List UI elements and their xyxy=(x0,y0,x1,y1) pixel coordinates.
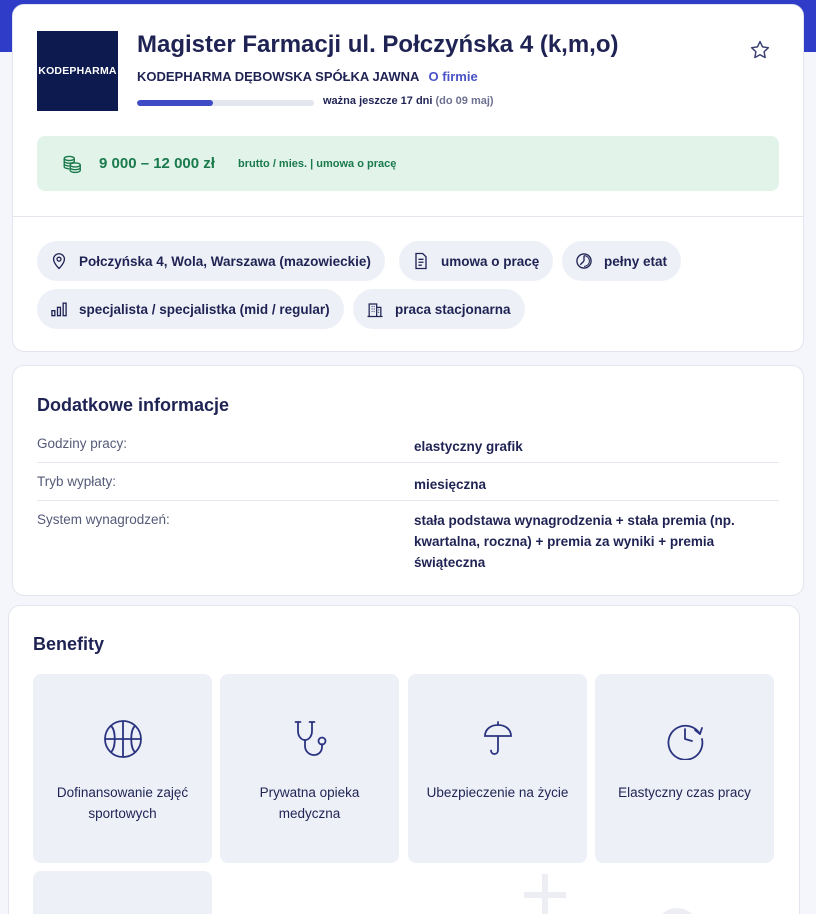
document-icon xyxy=(411,251,431,271)
chip-worktime-label: pełny etat xyxy=(604,253,668,269)
validity-info xyxy=(323,95,494,107)
flexible-time-icon xyxy=(664,718,706,760)
row-divider xyxy=(37,500,779,501)
chip-workplace[interactable] xyxy=(353,289,525,329)
info-value: miesięczna xyxy=(414,477,487,492)
chip-workplace-label: praca stacjonarna xyxy=(395,301,511,317)
coins-icon xyxy=(61,153,83,175)
info-label: Godziny pracy: xyxy=(37,436,128,451)
clock-pie-icon xyxy=(574,251,594,271)
info-value: stała podstawa wynagrodzenia + stała premia (np. kwartalna, roczna) + premia za wyniki + premia świąteczna xyxy=(414,513,735,570)
benefit-tile-flextime[interactable] xyxy=(595,674,774,863)
job-title: Magister Farmacji ul. Połczyńska 4 (k,m,o) xyxy=(137,31,619,58)
company-logo-text: KODEPHARMA xyxy=(38,65,117,77)
chip-contract[interactable] xyxy=(399,241,553,281)
building-icon xyxy=(365,299,385,319)
validity-progress-bar xyxy=(137,100,314,106)
benefit-label: Prywatna opieka medyczna xyxy=(259,785,360,821)
location-pin-icon xyxy=(49,251,69,271)
benefit-label: Elastyczny czas pracy xyxy=(618,785,751,800)
benefit-label: Dofinansowanie zajęć sportowych xyxy=(56,785,189,821)
job-header-card xyxy=(12,4,804,352)
info-value: elastyczny grafik xyxy=(414,439,523,454)
benefit-tile-more[interactable] xyxy=(33,871,212,914)
row-divider xyxy=(37,462,779,463)
chip-worktime[interactable] xyxy=(562,241,681,281)
bar-chart-icon xyxy=(49,299,69,319)
umbrella-icon xyxy=(477,718,519,760)
validity-days: ważna jeszcze 17 dni xyxy=(323,95,433,107)
decorative-plus-icon xyxy=(520,870,570,914)
salary-box xyxy=(37,136,779,191)
header-divider xyxy=(13,216,803,217)
benefit-tile-medical[interactable] xyxy=(220,674,399,863)
chip-level[interactable] xyxy=(37,289,344,329)
stethoscope-icon xyxy=(289,718,331,760)
benefits-title: Benefity xyxy=(33,634,105,654)
chip-location[interactable] xyxy=(37,241,385,281)
benefit-tile-insurance[interactable] xyxy=(408,674,587,863)
benefit-tile-sport[interactable] xyxy=(33,674,212,863)
info-label: Tryb wypłaty: xyxy=(37,474,117,489)
chip-contract-label: umowa o pracę xyxy=(441,253,540,269)
chip-location-label: Połczyńska 4, Wola, Warszawa (mazowieckie) xyxy=(79,253,371,269)
info-label: System wynagrodzeń: xyxy=(37,512,170,527)
benefit-label: Ubezpieczenie na życie xyxy=(426,785,569,800)
basketball-icon xyxy=(102,718,144,760)
company-row xyxy=(137,69,478,84)
decorative-arc-icon xyxy=(652,892,702,914)
salary-range: 9 000 – 12 000 zł xyxy=(99,155,215,172)
company-name[interactable]: KODEPHARMA DĘBOWSKA SPÓŁKA JAWNA xyxy=(137,69,419,84)
additional-info-card xyxy=(12,365,804,596)
star-icon[interactable] xyxy=(749,39,771,61)
additional-info-title: Dodatkowe informacje xyxy=(37,395,230,415)
validity-date: (do 09 maj) xyxy=(435,95,494,107)
chip-level-label: specjalista / specjalistka (mid / regular) xyxy=(79,301,330,317)
about-company-link[interactable]: O firmie xyxy=(428,69,478,84)
validity-progress-fill xyxy=(137,100,213,106)
benefits-card xyxy=(8,605,800,914)
salary-details: brutto / mies. | umowa o pracę xyxy=(238,158,397,170)
company-logo[interactable] xyxy=(37,31,118,111)
